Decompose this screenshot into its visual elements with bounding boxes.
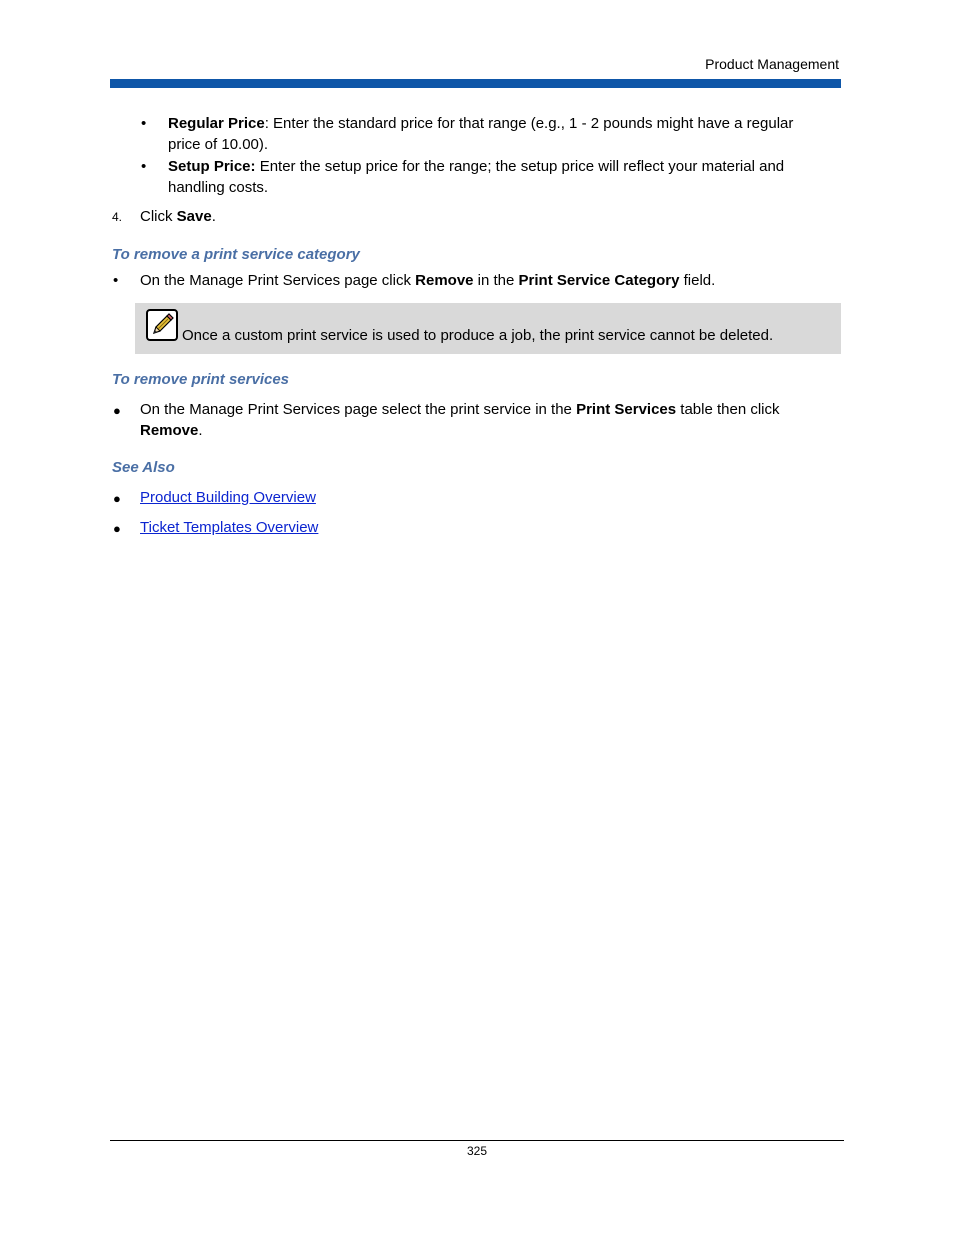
footer-rule	[110, 1140, 844, 1141]
section-heading-remove-services: To remove print services	[112, 371, 290, 388]
bullet-marker: •	[113, 272, 119, 289]
bullet-marker: ●	[113, 521, 121, 536]
step-number: 4.	[112, 210, 123, 224]
list-item-remove-category: On the Manage Print Services page click Remove in the Print Service Category field.	[140, 272, 716, 289]
section-heading-remove-category: To remove a print service category	[112, 246, 360, 263]
list-item-link	[140, 487, 316, 508]
step-4-text: Click Save.	[140, 208, 216, 225]
list-item-remove-services: On the Manage Print Services page select the print service in the Print Services table then click Remove.	[140, 401, 780, 439]
note-text: Once a custom print service is used to produce a job, the print service cannot be deleted.	[182, 327, 774, 344]
note-callout	[135, 303, 841, 354]
list-item-link	[140, 517, 318, 538]
bullet-marker: •	[141, 115, 147, 132]
header-rule	[110, 79, 841, 88]
list-item-regular-price: Regular Price: Enter the standard price for that range (e.g., 1 - 2 pounds might have a regular price of 10.00).	[168, 115, 794, 153]
pencil-note-icon	[146, 309, 178, 341]
running-header: Product Management	[705, 56, 839, 72]
link-ticket-templates-overview[interactable]: Ticket Templates Overview	[140, 519, 319, 536]
bullet-marker: ●	[113, 403, 121, 418]
link-product-building-overview[interactable]: Product Building Overview	[140, 489, 316, 506]
term-setup-price: Setup Price:	[168, 158, 256, 175]
bullet-marker: •	[141, 158, 147, 175]
bullet-marker: ●	[113, 491, 121, 506]
term-regular-price: Regular Price	[168, 115, 265, 132]
page-number: 325	[466, 1144, 488, 1158]
section-heading-see-also: See Also	[112, 459, 175, 476]
list-item-setup-price: Setup Price: Enter the setup price for the range; the setup price will reflect your material and handling costs.	[168, 158, 785, 196]
